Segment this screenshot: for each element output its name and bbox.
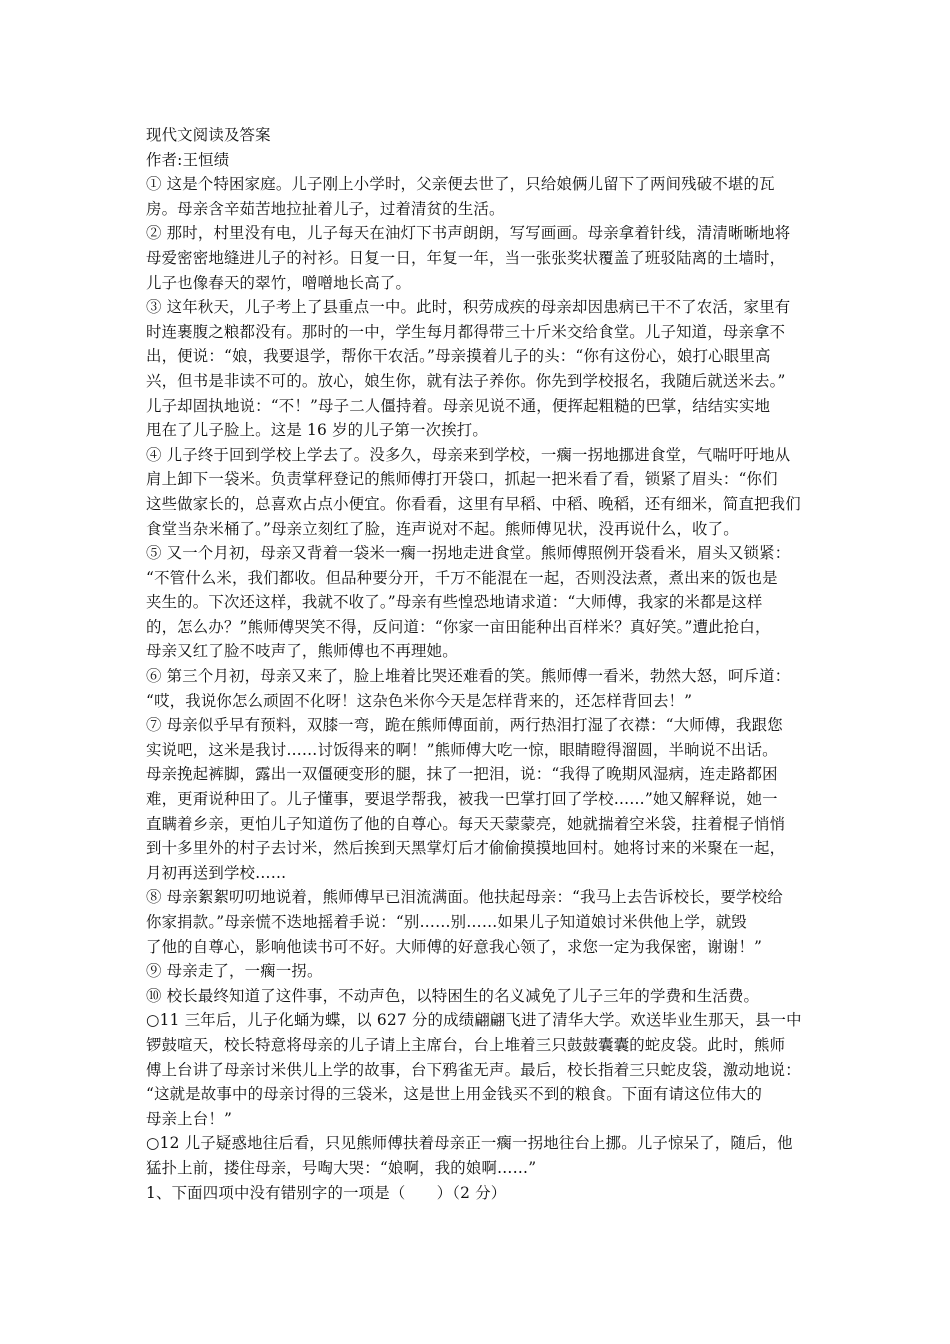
paragraph-line: “不管什么米，我们都收。但品种要分开，千万不能混在一起，否则没法煮，煮出来的饭也是 [146,568,778,587]
paragraph-3 [146,295,814,443]
paragraph-line: ⑧ 母亲絮絮叨叨地说着，熊师傅早已泪流满面。他扶起母亲：“我马上去告诉校长，要学校给 [146,888,783,907]
paragraph-10 [146,984,814,1009]
document-page [146,123,814,1205]
paragraph-line: 时连裹腹之粮都没有。那时的一中，学生每月都得带三十斤米交给食堂。儿子知道，母亲拿不 [146,322,786,341]
paragraph-line: “哎，我说你怎么顽固不化呀！这杂色米你今天是怎样背来的，还怎样背回去！” [146,691,693,710]
paragraph-line: 母爱密密地缝进儿子的衬衫。日复一日，年复一年，当一张张奖状覆盖了班驳陆离的土墙时， [146,248,786,267]
paragraph-line: 你家捐款。”母亲慌不迭地摇着手说：“别……别……如果儿子知道娘讨米供他上学，就毁 [146,913,747,931]
paragraph-line: ⑦ 母亲似乎早有预料，双膝一弯，跪在熊师傅面前，两行热泪打湿了衣襟：“大师傅，我跟您 [146,716,783,735]
paragraph-line: 房。母亲含辛茹苦地拉扯着儿子，过着清贫的生活。 [146,199,505,218]
paragraph-12 [146,1131,814,1180]
paragraph-9 [146,959,814,984]
paragraph-line: 儿子也像春天的翠竹，噌噌地长高了。 [146,273,412,292]
paragraph-line: ⑨ 母亲走了，一瘸一拐。 [146,962,323,981]
paragraph-line: “这就是故事中的母亲讨得的三袋米，这是世上用金钱买不到的粮食。下面有请这位伟大的 [146,1085,763,1104]
paragraph-line: 直瞒着乡亲，更怕儿子知道伤了他的自尊心。每天天蒙蒙亮，她就揣着空米袋，拄着棍子悄悄 [146,814,786,833]
paragraph-line: 实说吧，这米是我讨……讨饭得来的啊！”熊师傅大吃一惊，眼睛瞪得溜圆，半晌说不出话。 [146,740,778,759]
paragraph-line: ⑩ 校长最终知道了这件事，不动声色，以特困生的名义减免了儿子三年的学费和生活费。 [146,986,760,1005]
paragraph-line: 的，怎么办？”熊师傅哭笑不得，反问道：“你家一亩田能种出百样米？真好笑。”遭此抢白， [146,617,771,636]
paragraph-6 [146,664,814,713]
paragraph-7 [146,713,814,885]
paragraph-5 [146,541,814,664]
paragraph-2 [146,221,814,295]
paragraph-line: 母亲上台！” [146,1109,233,1128]
paragraph-line: 肩上卸下一袋米。负责掌秤登记的熊师傅打开袋口，抓起一把米看了看，锁紧了眉头：“你们 [146,470,778,489]
paragraph-line: ① 这是个特困家庭。儿子刚上小学时，父亲便去世了，只给娘俩儿留下了两间残破不堪的瓦 [146,175,775,194]
paragraph-1 [146,172,814,221]
paragraph-line: ○12 儿子疑惑地往后看，只见熊师傅扶着母亲正一瘸一拐地往台上挪。儿子惊呆了，随后，他 [146,1134,793,1153]
paragraph-line: ② 那时，村里没有电，儿子每天在油灯下书声朗朗，写写画画。母亲拿着针线，清清晰晰地将 [146,224,791,243]
paragraph-line: 食堂当杂米桶了。”母亲立刻红了脸，连声说对不起。熊师傅见状，没再说什么，收了。 [146,519,739,538]
paragraph-line: 猛扑上前，搂住母亲，号啕大哭：“娘啊，我的娘啊……” [146,1158,537,1177]
paragraph-4 [146,443,814,541]
paragraph-11 [146,1008,814,1131]
paragraph-line: 到十多里外的村子去讨米，然后挨到天黑掌灯后才偷偷摸摸地回村。她将讨来的米聚在一起， [146,839,786,858]
paragraph-8 [146,885,814,959]
paragraph-line: 这些做家长的，总喜欢占点小便宜。你看看，这里有早稻、中稻、晚稻，还有细米，简直把我们 [146,494,801,513]
article-body [146,172,814,1180]
paragraph-line: 兴，但书是非读不可的。放心，娘生你，就有法子养你。你先到学校报名，我随后就送米去。” [146,371,786,390]
paragraph-line: ④ 儿子终于回到学校上学去了。没多久，母亲来到学校，一瘸一拐地挪进食堂，气喘吁吁地从 [146,445,791,464]
paragraph-line: ⑥ 第三个月初，母亲又来了，脸上堆着比哭还难看的笑。熊师傅一看米，勃然大怒，呵斥道： [146,667,791,686]
paragraph-line: 锣鼓喧天，校长特意将母亲的儿子请上主席台，台上堆着三只鼓鼓囊囊的蛇皮袋。此时，熊师 [146,1035,786,1054]
paragraph-line: 傅上台讲了母亲讨米供儿上学的故事，台下鸦雀无声。最后，校长指着三只蛇皮袋，激动地说： [146,1060,801,1079]
paragraph-line: ③ 这年秋天，儿子考上了县重点一中。此时，积劳成疾的母亲却因患病已干不了农活，家里有 [146,298,791,317]
paragraph-line: 夹生的。下次还这样，我就不收了。”母亲有些惶恐地请求道：“大师傅，我家的米都是这样 [146,593,763,612]
paragraph-line: 母亲挽起裤脚，露出一双僵硬变形的腿，抹了一把泪，说：“我得了晚期风湿病，连走路都困 [146,765,778,784]
paragraph-line: ⑤ 又一个月初，母亲又背着一袋米一瘸一拐地走进食堂。熊师傅照例开袋看米，眉头又锁紧： [146,544,791,563]
document-title: 现代文阅读及答案 [146,126,271,144]
paragraph-line: 了他的自尊心，影响他读书可不好。大师傅的好意我心领了，求您一定为我保密，谢谢！” [146,937,763,956]
paragraph-line: ○11 三年后，儿子化蛹为蝶，以 627 分的成绩翩翩飞进了清华大学。欢送毕业生那天，县一中 [146,1011,802,1030]
question-1: 1、下面四项中没有错别字的一项是（ ）（2 分） [146,1183,507,1202]
paragraph-line: 母亲又红了脸不吱声了，熊师傅也不再理她。 [146,642,458,661]
document-author: 作者:王恒绩 [146,150,230,169]
paragraph-line: 甩在了儿子脸上。这是 16 岁的儿子第一次挨打。 [146,421,488,440]
paragraph-line: 难，更甭说种田了。儿子懂事，要退学帮我，被我一巴掌打回了学校……”她又解释说，她一 [146,790,778,809]
paragraph-line: 月初再送到学校…… [146,863,287,882]
paragraph-line: 出，便说：“娘，我要退学，帮你干农活。”母亲摸着儿子的头：“你有这份心，娘打心眼里高 [146,347,771,366]
paragraph-line: 儿子却固执地说：“不！”母子二人僵持着。母亲见说不通，便挥起粗糙的巴掌，结结实实地 [146,396,771,415]
